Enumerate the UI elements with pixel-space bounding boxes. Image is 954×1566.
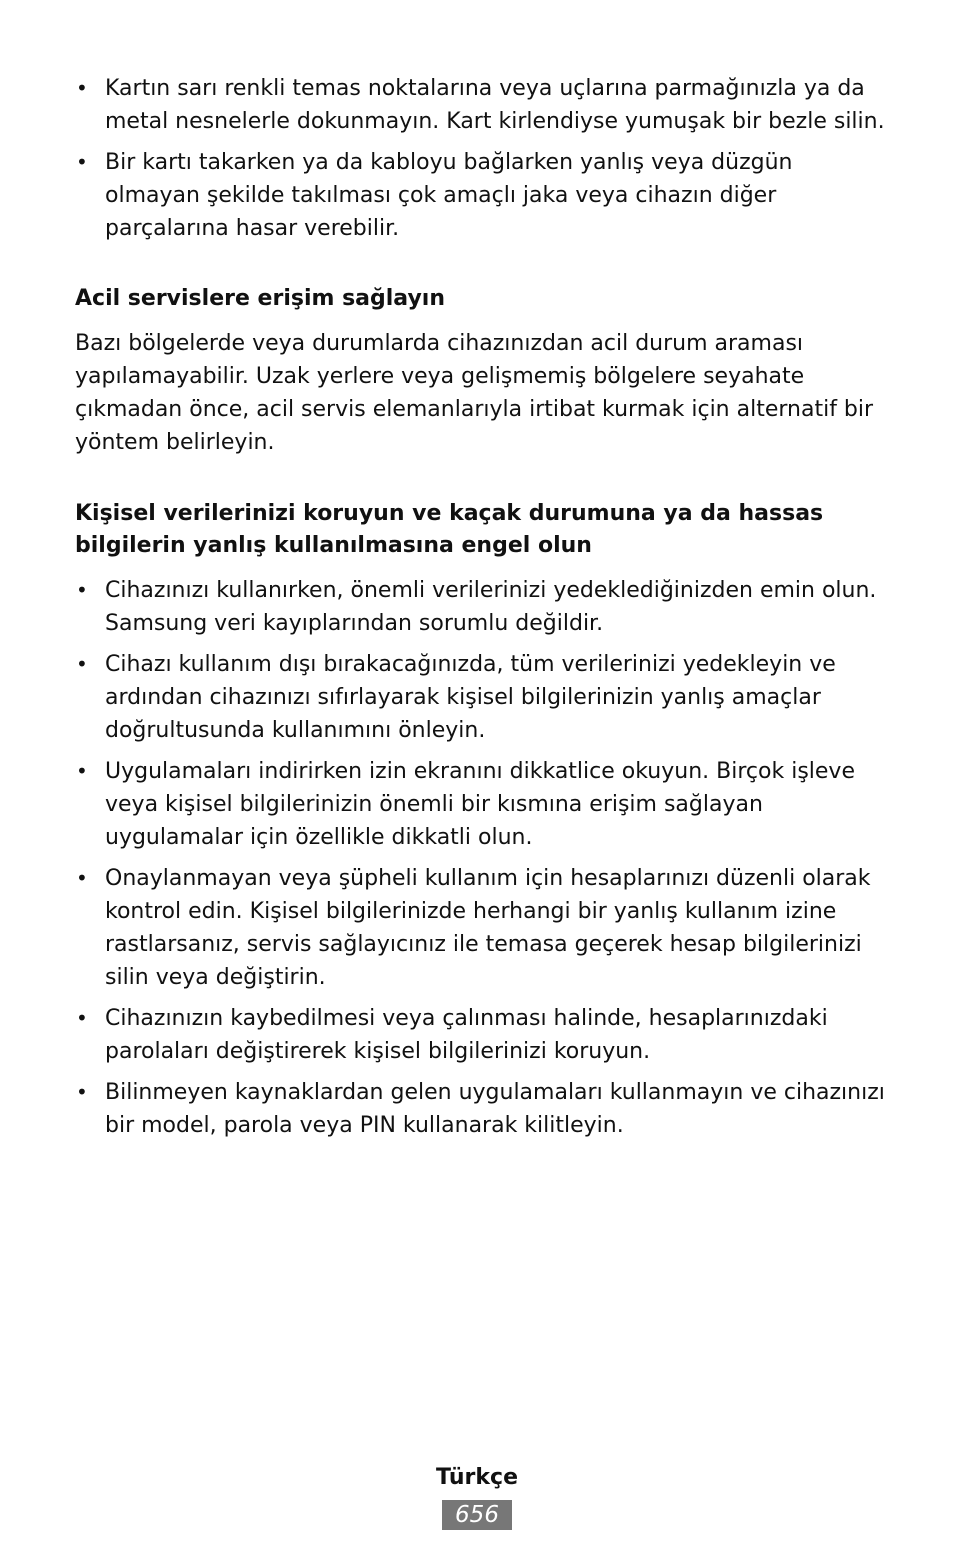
- list-item: • Onaylanmayan veya şüpheli kullanım için hesaplarınızı düzenli olarak kontrol edin. Kişisel bilgilerinizde herhangi bir yanlış kullanım izine rastlarsanız, servis sağlayıcınız ile temasa geçerek hesap bilgilerinizi silin veya değiştirin.: [75, 862, 885, 994]
- page-number-badge: 656: [442, 1500, 512, 1530]
- section-heading-privacy: Kişisel verilerinizi koruyun ve kaçak durumuna ya da hassas bilgilerin yanlış kullanılmasına engel olun: [75, 501, 824, 558]
- privacy-bullet-list: [75, 574, 885, 1142]
- list-item: • Uygulamaları indirirken izin ekranını dikkatlice okuyun. Birçok işleve veya kişisel bilgilerinizin önemli bir kısmına erişim sağlayan uygulamalar için özellikle dikkatli olun.: [75, 755, 885, 854]
- list-item: • Bir kartı takarken ya da kabloyu bağlarken yanlış veya düzgün olmayan şekilde takılması çok amaçlı jaka veya cihazın diğer parçalarına hasar verebilir.: [75, 146, 885, 245]
- list-item: • Cihazınızın kaybedilmesi veya çalınması halinde, hesaplarınızdaki parolaları değiştirerek kişisel bilgilerinizi koruyun.: [75, 1002, 885, 1068]
- section-heading-emergency: Acil servislere erişim sağlayın: [75, 286, 446, 311]
- footer-language: Türkçe: [435, 1465, 519, 1490]
- section-body-emergency: Bazı bölgelerde veya durumlarda cihazınızdan acil durum araması yapılamayabilir. Uzak yerlere veya gelişmemiş bölgelere seyahate çıkmadan önce, acil servis elemanlarıyla irtibat kurmak için alternatif bir yöntem belirleyin.: [75, 331, 874, 455]
- list-item: • Cihazınızı kullanırken, önemli verilerinizi yedeklediğinizden emin olun. Samsung veri kayıplarından sorumlu değildir.: [75, 574, 885, 640]
- list-item: • Bilinmeyen kaynaklardan gelen uygulamaları kullanmayın ve cihazınızı bir model, parola veya PIN kullanarak kilitleyin.: [75, 1076, 885, 1142]
- page-footer: [0, 1462, 954, 1530]
- top-bullet-list: [75, 72, 885, 245]
- list-item: • Kartın sarı renkli temas noktalarına veya uçlarına parmağınızla ya da metal nesnelerle dokunmayın. Kart kirlendiyse yumuşak bir bezle silin.: [75, 72, 885, 138]
- page-content: [75, 72, 885, 1150]
- list-item: • Cihazı kullanım dışı bırakacağınızda, tüm verilerinizi yedekleyin ve ardından cihazınızı sıfırlayarak kişisel bilgilerinizin yanlış amaçlar doğrultusunda kullanımını önleyin.: [75, 648, 885, 747]
